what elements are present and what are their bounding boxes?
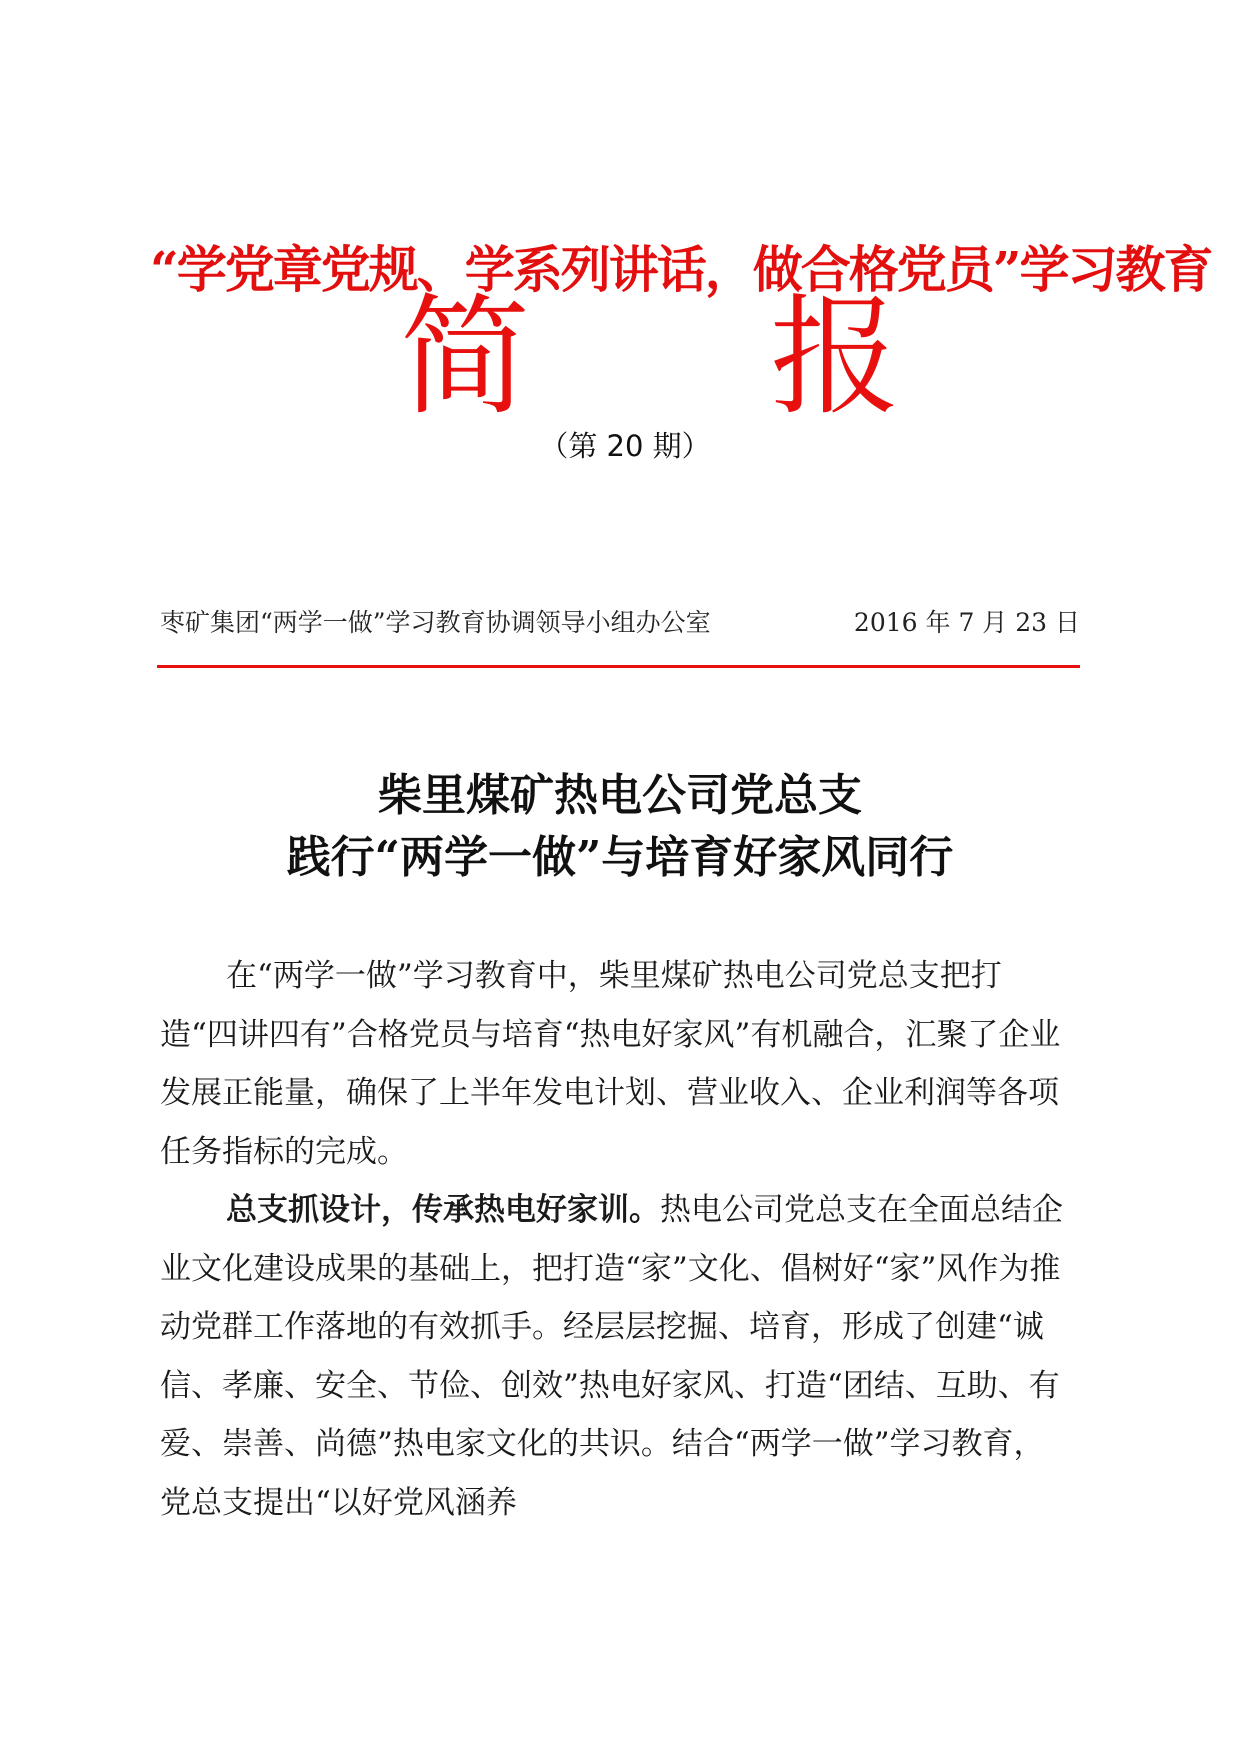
campaign-title: “学党章党规、学系列讲话，做合格党员”学习教育	[150, 240, 1212, 299]
red-divider	[157, 665, 1080, 668]
paragraph-body: 热电公司党总支在全面总结企业文化建设成果的基础上，把打造“家”文化、倡树好“家”风作为推动党群工作落地的有效抓手。经层层挖掘、培育，形成了创建“诚信、孝廉、安全、节俭、创效”热电好家风、打造“团结、互助、有爱、崇善、尚德”热电家文化的共识。结合“两学一做”学习教育，党总支提出“以好党风涵养	[160, 1192, 1063, 1521]
body-paragraph-2	[160, 1181, 1070, 1533]
article-title-line-2: 践行“两学一做”与培育好家风同行	[286, 832, 954, 883]
publish-date: 2016 年 7 月 23 日	[853, 608, 1080, 637]
body-paragraph-1: 在“两学一做”学习教育中，柴里煤矿热电公司党总支把打造“四讲四有”合格党员与培育“热电好家风”有机融合，汇聚了企业发展正能量，确保了上半年发电计划、营业收入、企业利润等各项任务指标的完成。	[160, 958, 1061, 1170]
briefing-title	[400, 282, 900, 432]
briefing-title-char-bao: 报	[769, 281, 900, 433]
issue-number: （第 20 期）	[539, 429, 711, 463]
briefing-title-char-jian: 简	[400, 281, 531, 433]
paragraph-lead: 总支抓设计，传承热电好家训。	[226, 1192, 660, 1228]
masthead-line	[160, 605, 1080, 641]
article-title-line-1: 柴里煤矿热电公司党总支	[378, 770, 862, 821]
publisher: 枣矿集团“两学一做”学习教育协调领导小组办公室	[160, 608, 711, 637]
